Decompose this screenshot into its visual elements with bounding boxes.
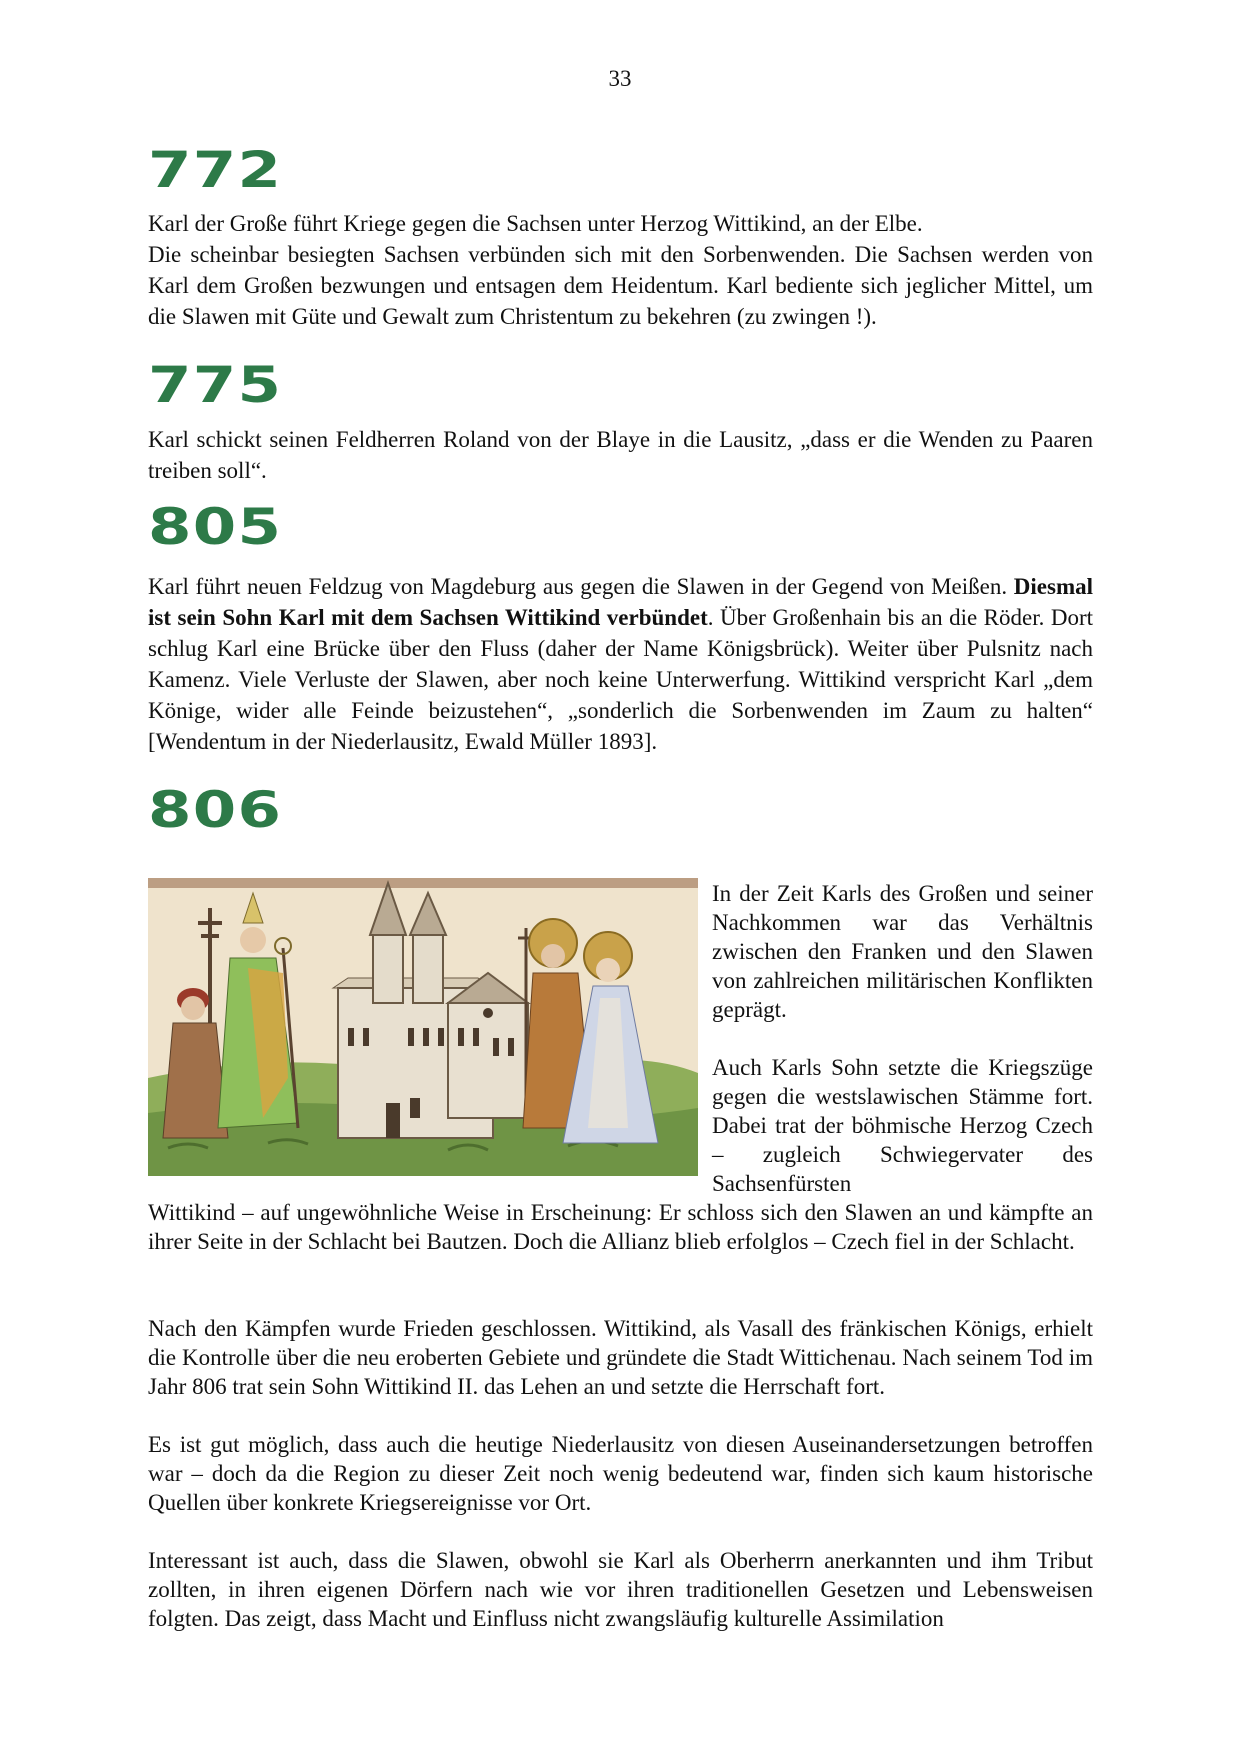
paragraph-806-3: Nach den Kämpfen wurde Frieden geschlossen. Wittikind, als Vasall des fränkischen Königs, erhielt die Kontrolle über die neu eroberten Gebiete und gründete die Stadt Wittichenau. Nach seinem Tod im Jahr 806 trat sein Sohn Wittikind II. das Lehen an und setzte die Herrschaft fort.: [148, 1316, 1093, 1399]
paragraph-805-start: Karl führt neuen Feldzug von Magdeburg aus gegen die Slawen in der Gegend von Meißen.: [148, 574, 1008, 599]
paragraph-805-rest: . Über Großenhain bis an die Röder. Dort schlug Karl eine Brücke über den Fluss (daher der Name Königsbrück). Weiter über Pulsnitz nach Kamenz. Viele Verluste der Slawen, aber noch keine Unterwerfung. Wittikind verspricht Karl „dem Könige, wider alle Feinde beizustehen“, „sonderlich die Sorbenwenden im Zaum zu halten“ [Wendentum in der Niederlausitz, Ewald Müller 1893].: [148, 605, 1093, 754]
paragraph-805-bold: Diesmal ist sein Sohn Karl mit dem Sachsen Wittikind verbündet: [148, 574, 1093, 630]
paragraph-806-side-2: Auch Karls Sohn setzte die Kriegszüge gegen die westslawischen Stämme fort. Dabei trat der böhmische Herzog Czech – zugleich Schwiegervater des Sachsenfürsten: [712, 1055, 1093, 1196]
year-heading-805: 805: [148, 498, 283, 556]
paragraph-805: [148, 571, 1093, 757]
paragraph-772: Die scheinbar besiegten Sachsen verbünden sich mit den Sorbenwenden. Die Sachsen werden von Karl dem Großen bezwungen und entsagen dem Heidentum. Karl bediente sich jeglicher Mittel, um die Slawen mit Güte und Gewalt zum Christentum zu bekehren (zu zwingen !).: [148, 242, 1093, 329]
medieval-illustration: [148, 878, 698, 1176]
year-heading-775: 775: [148, 356, 283, 414]
paragraph-806-side-2-continued: Wittikind – auf ungewöhnliche Weise in Erscheinung: Er schloss sich den Slawen an und kämpfte an ihrer Seite in der Schlacht bei Bautzen. Doch die Allianz blieb erfolglos – Czech fiel in der Schlacht.: [148, 1200, 1093, 1254]
page-number: 33: [608, 66, 632, 91]
paragraph-806-4: Es ist gut möglich, dass auch die heutige Niederlausitz von diesen Auseinandersetzungen betroffen war – doch da die Region zu dieser Zeit noch wenig bedeutend war, finden sich kaum historische Quellen über konkrete Kriegsereignisse vor Ort.: [148, 1432, 1093, 1515]
year-heading-806: 806: [148, 781, 283, 839]
paragraph-772-line1: Karl der Große führt Kriege gegen die Sachsen unter Herzog Wittikind, an der Elbe.: [148, 211, 923, 236]
paragraph-806-5: Interessant ist auch, dass die Slawen, obwohl sie Karl als Oberherrn anerkannten und ihm Tribut zollten, in ihren eigenen Dörfern nach wie vor ihren traditionellen Gesetzen und Lebensweisen folgten. Das zeigt, dass Macht und Einfluss nicht zwangsläufig kulturelle Assimilation: [148, 1548, 1093, 1631]
year-heading-772: 772: [148, 141, 283, 199]
paragraph-806-side-1: In der Zeit Karls des Großen und seiner Nachkommen war das Verhältnis zwischen den Franken und den Slawen von zahlreichen militärischen Konflikten geprägt.: [712, 881, 1093, 1022]
paragraph-775: Karl schickt seinen Feldherren Roland von der Blaye in die Lausitz, „dass er die Wenden zu Paaren treiben soll“.: [148, 427, 1093, 483]
